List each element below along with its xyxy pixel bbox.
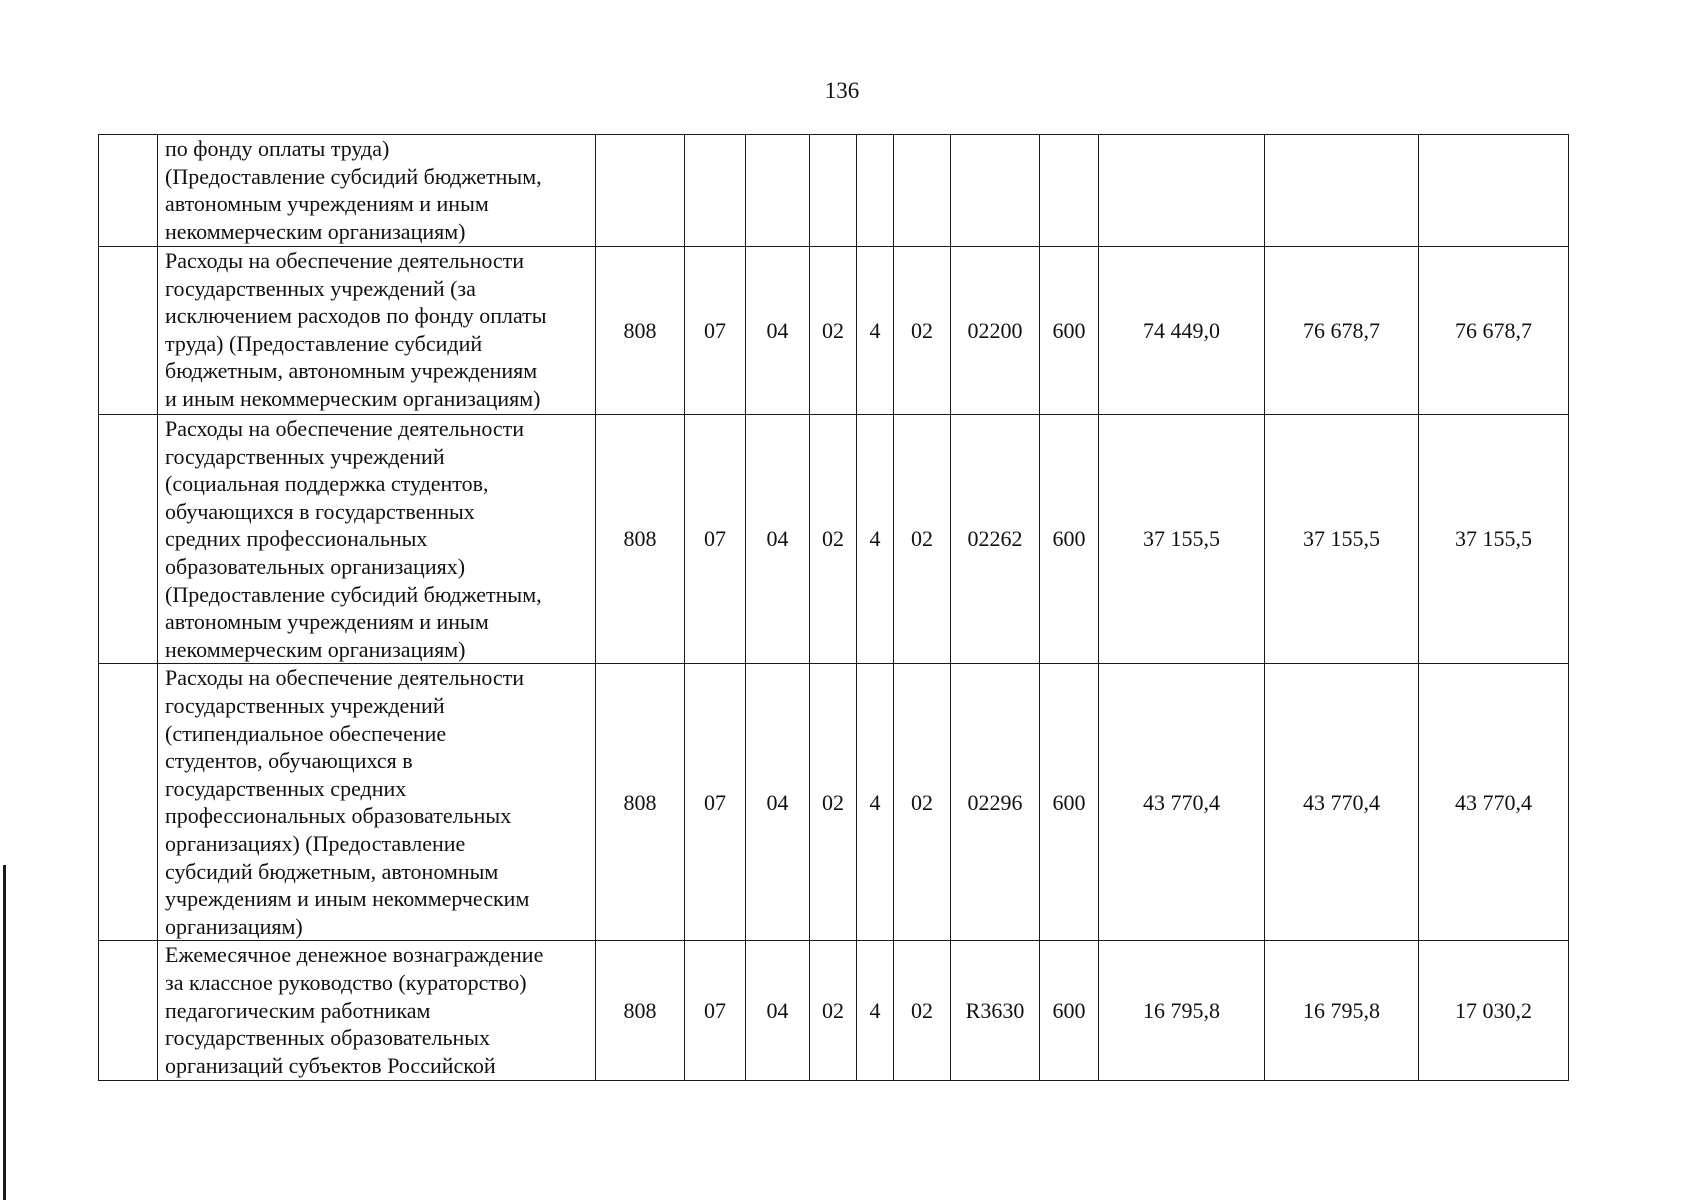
- direction-code-cell: R3630: [951, 941, 1040, 1081]
- subsection-code-cell: [746, 135, 810, 247]
- expense-type-cell: [1040, 135, 1099, 247]
- table-row: [99, 247, 1569, 415]
- program-code-cell: 02: [810, 664, 857, 941]
- expense-type-cell: 600: [1040, 941, 1099, 1081]
- table-body: [99, 135, 1569, 1081]
- expense-type-cell: 600: [1040, 415, 1099, 664]
- row-number: [99, 247, 158, 415]
- amount-year-1-cell: 74 449,0: [1099, 247, 1265, 415]
- amount-year-1-cell: 37 155,5: [1099, 415, 1265, 664]
- subprogram-type-cell: 4: [857, 941, 894, 1081]
- table-row: [99, 415, 1569, 664]
- budget-table: [98, 134, 1569, 1081]
- section-code-cell: 07: [685, 941, 746, 1081]
- margin-binding-line: [3, 865, 6, 1200]
- section-code-cell: [685, 135, 746, 247]
- subprogram-code-cell: 02: [894, 664, 951, 941]
- amount-year-3-cell: [1419, 135, 1569, 247]
- subprogram-code-cell: [894, 135, 951, 247]
- direction-code-cell: 02200: [951, 247, 1040, 415]
- subsection-code-cell: 04: [746, 941, 810, 1081]
- subsection-code-cell: 04: [746, 415, 810, 664]
- description-cell: [158, 941, 596, 1081]
- description-text: по фонду оплаты труда) (Предоставление субсидий бюджетным, автономным учреждениям и иным некоммерческим организациям): [165, 136, 542, 244]
- amount-year-2-cell: 76 678,7: [1265, 247, 1419, 415]
- table-row: [99, 135, 1569, 247]
- expense-type-cell: 600: [1040, 247, 1099, 415]
- amount-year-2-cell: 37 155,5: [1265, 415, 1419, 664]
- amount-year-1-cell: [1099, 135, 1265, 247]
- subprogram-type-cell: 4: [857, 415, 894, 664]
- description-text: Расходы на обеспечение деятельности государственных учреждений (социальная поддержка студентов, обучающихся в государственных средних профессиональных образовательных организациях) (Предоставление субсидий бюджетным, автономным учреждениям и иным некоммерческим организациям): [165, 416, 542, 662]
- section-code-cell: 07: [685, 664, 746, 941]
- description-cell: [158, 247, 596, 415]
- program-code-cell: 02: [810, 415, 857, 664]
- description-text: Ежемесячное денежное вознаграждение за классное руководство (кураторство) педагогическим работникам государственных образовательных организаций субъектов Российской: [165, 942, 544, 1078]
- table-row: [99, 664, 1569, 941]
- ministry-code-cell: 808: [596, 941, 685, 1081]
- section-code-cell: 07: [685, 415, 746, 664]
- amount-year-3-cell: 17 030,2: [1419, 941, 1569, 1081]
- ministry-code-cell: 808: [596, 415, 685, 664]
- subprogram-code-cell: 02: [894, 247, 951, 415]
- ministry-code-cell: 808: [596, 247, 685, 415]
- amount-year-3-cell: 43 770,4: [1419, 664, 1569, 941]
- amount-year-3-cell: 37 155,5: [1419, 415, 1569, 664]
- subprogram-code-cell: 02: [894, 415, 951, 664]
- table-row: [99, 941, 1569, 1081]
- row-number: [99, 664, 158, 941]
- subprogram-type-cell: 4: [857, 247, 894, 415]
- subsection-code-cell: 04: [746, 664, 810, 941]
- amount-year-2-cell: [1265, 135, 1419, 247]
- row-number: [99, 135, 158, 247]
- amount-year-2-cell: 16 795,8: [1265, 941, 1419, 1081]
- row-number: [99, 415, 158, 664]
- program-code-cell: 02: [810, 941, 857, 1081]
- program-code-cell: 02: [810, 247, 857, 415]
- subsection-code-cell: 04: [746, 247, 810, 415]
- amount-year-1-cell: 43 770,4: [1099, 664, 1265, 941]
- direction-code-cell: 02296: [951, 664, 1040, 941]
- amount-year-3-cell: 76 678,7: [1419, 247, 1569, 415]
- subprogram-code-cell: 02: [894, 941, 951, 1081]
- ministry-code-cell: 808: [596, 664, 685, 941]
- program-code-cell: [810, 135, 857, 247]
- amount-year-1-cell: 16 795,8: [1099, 941, 1265, 1081]
- direction-code-cell: 02262: [951, 415, 1040, 664]
- subprogram-type-cell: 4: [857, 664, 894, 941]
- description-cell: [158, 135, 596, 247]
- section-code-cell: 07: [685, 247, 746, 415]
- amount-year-2-cell: 43 770,4: [1265, 664, 1419, 941]
- expense-type-cell: 600: [1040, 664, 1099, 941]
- description-cell: [158, 415, 596, 664]
- ministry-code-cell: [596, 135, 685, 247]
- subprogram-type-cell: [857, 135, 894, 247]
- row-number: [99, 941, 158, 1081]
- description-text: Расходы на обеспечение деятельности государственных учреждений (за исключением расходов по фонду оплаты труда) (Предоставление субсидий бюджетным, автономным учреждениям и иным некоммерческим организациям): [165, 248, 547, 411]
- direction-code-cell: [951, 135, 1040, 247]
- page-number: 136: [824, 78, 860, 103]
- description-text: Расходы на обеспечение деятельности государственных учреждений (стипендиальное обеспечение студентов, обучающихся в государственных средних профессиональных образовательных организациях) (Предоставление субсидий бюджетным, автономным учреждениям и иным некоммерческим организациям): [165, 665, 530, 939]
- description-cell: [158, 664, 596, 941]
